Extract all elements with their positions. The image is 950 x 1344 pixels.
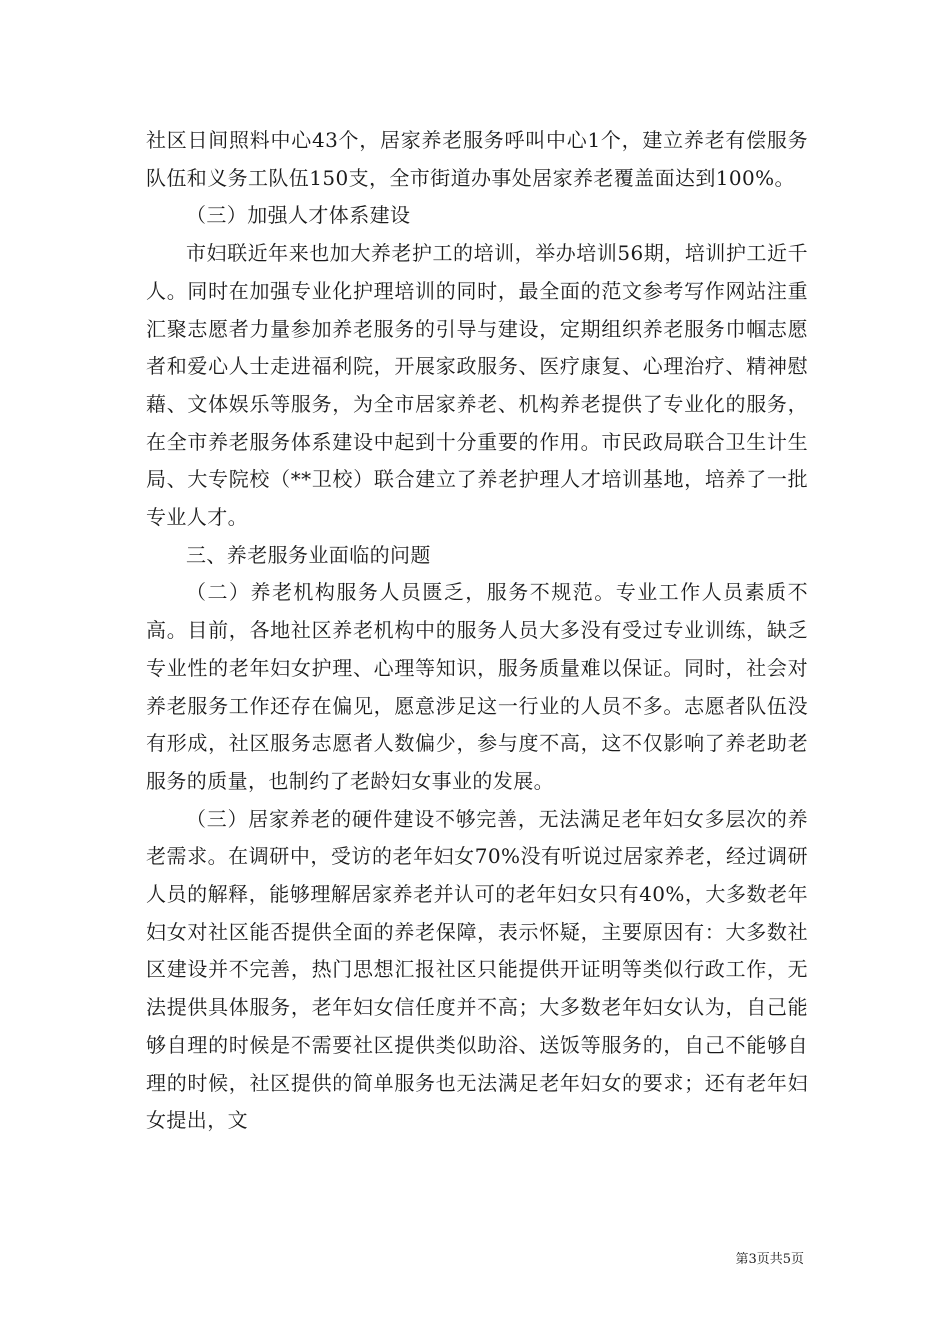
paragraph-talent-training: 市妇联近年来也加大养老护工的培训，举办培训56期，培训护工近千人。同时在加强专业化护理培训的同时，最全面的范文参考写作网站注重汇聚志愿者力量参加养老服务的引导与建设，定期组织养老服务巾帼志愿者和爱心人士走进福利院，开展家政服务、医疗康复、心理治疗、精神慰藉、文体娱乐等服务，为全市居家养老、机构养老提供了专业化的服务，在全市养老服务体系建设中起到十分重要的作用。市民政局联合卫生计生局、大专院校（**卫校）联合建立了养老护理人才培训基地，培养了一批专业人才。 bbox=[146, 241, 808, 530]
section-heading-talent-system: （三）加强人才体系建设 bbox=[186, 203, 411, 228]
paragraph-community-centers: 社区日间照料中心43个，居家养老服务呼叫中心1个，建立养老有偿服务队伍和义务工队伍150支，全市街道办事处居家养老覆盖面达到100%。 bbox=[146, 128, 808, 190]
page-number-footer: 第3页共5页 bbox=[735, 1252, 804, 1267]
section-heading-problems: 三、养老服务业面临的问题 bbox=[186, 542, 431, 567]
document-body bbox=[146, 122, 808, 1140]
paragraph-staff-shortage: （二）养老机构服务人员匮乏，服务不规范。专业工作人员素质不高。目前，各地社区养老机构中的服务人员大多没有受过专业训练，缺乏专业性的老年妇女护理、心理等知识，服务质量难以保证。同时，社会对养老服务工作还存在偏见，愿意涉足这一行业的人员不多。志愿者队伍没有形成，社区服务志愿者人数偏少，参与度不高，这不仅影响了养老助老服务的质量，也制约了老龄妇女事业的发展。 bbox=[146, 580, 808, 793]
paragraph-hardware-construction: （三）居家养老的硬件建设不够完善，无法满足老年妇女多层次的养老需求。在调研中，受访的老年妇女70%没有听说过居家养老，经过调研人员的解释，能够理解居家养老并认可的老年妇女只有40%，大多数老年妇女对社区能否提供全面的养老保障，表示怀疑，主要原因有：大多数社区建设并不完善，热门思想汇报社区只能提供开证明等类似行政工作，无法提供具体服务，老年妇女信任度并不高；大多数老年妇女认为，自己能够自理的时候是不需要社区提供类似助浴、送饭等服务的，自己不能够自理的时候，社区提供的简单服务也无法满足老年妇女的要求；还有老年妇女提出，文 bbox=[146, 806, 808, 1133]
